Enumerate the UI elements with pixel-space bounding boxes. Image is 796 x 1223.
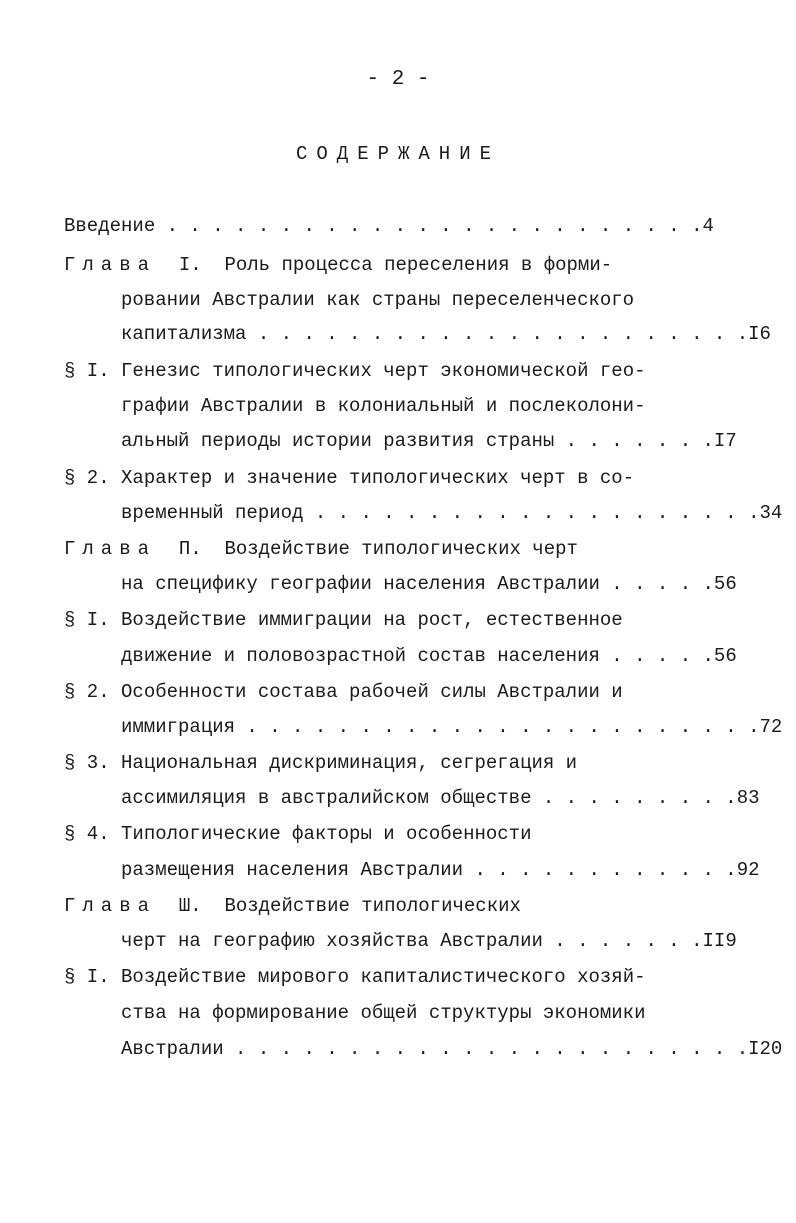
page-number: - 2 -: [366, 68, 430, 91]
toc-section: § 3. Национальная дискриминация, сегрегация и: [64, 752, 578, 774]
toc-line: ровании Австралии как страны переселенческого: [121, 289, 635, 311]
toc-line: размещения населения Австралии . . . . . . . . . . . .92: [121, 859, 760, 881]
toc-line: иммиграция . . . . . . . . . . . . . . . . . . . . . . .72: [121, 716, 783, 738]
toc-section: § I. Воздействие иммиграции на рост, естественное: [64, 609, 623, 631]
toc-section: § 2. Особенности состава рабочей силы Австралии и: [64, 681, 623, 703]
toc-section: § I. Генезис типологических черт экономической гео-: [64, 360, 646, 382]
toc-line: альный периоды истории развития страны . . . . . . .I7: [121, 430, 737, 452]
toc-line: черт на географию хозяйства Австралии . . . . . . .II9: [121, 930, 737, 952]
toc-line: ассимиляция в австралийском обществе . . . . . . . . .83: [121, 787, 760, 809]
toc-section: § I. Воздействие мирового капиталистического хозяй-: [64, 966, 646, 988]
toc-line: временный период . . . . . . . . . . . . . . . . . . . .34: [121, 502, 783, 524]
toc-chapter-1: Глава I. Роль процесса переселения в форми-: [64, 254, 613, 276]
page-title: СОДЕРЖАНИЕ: [295, 143, 501, 165]
toc-line: на специфику географии населения Австралии . . . . .56: [121, 573, 737, 595]
toc-line: ства на формирование общей структуры экономики: [121, 1002, 646, 1024]
toc-line: графии Австралии в колониальный и послеколони-: [121, 395, 646, 417]
toc-chapter-3: Глава Ш. Воздействие типологических: [64, 895, 521, 917]
toc-line: капитализма . . . . . . . . . . . . . . . . . . . . . .I6: [121, 323, 771, 345]
toc-chapter-2: Глава П. Воздействие типологических черт: [64, 538, 578, 560]
toc-line: движение и половозрастной состав населения . . . . .56: [121, 645, 737, 667]
toc-line: Австралии . . . . . . . . . . . . . . . . . . . . . . .I20: [121, 1038, 783, 1060]
toc-section: § 2. Характер и значение типологических черт в со-: [64, 467, 635, 489]
toc-section: § 4. Типологические факторы и особенности: [64, 823, 532, 845]
toc-entry-introduction: Введение . . . . . . . . . . . . . . . . . . . . . . . .4: [64, 215, 714, 237]
